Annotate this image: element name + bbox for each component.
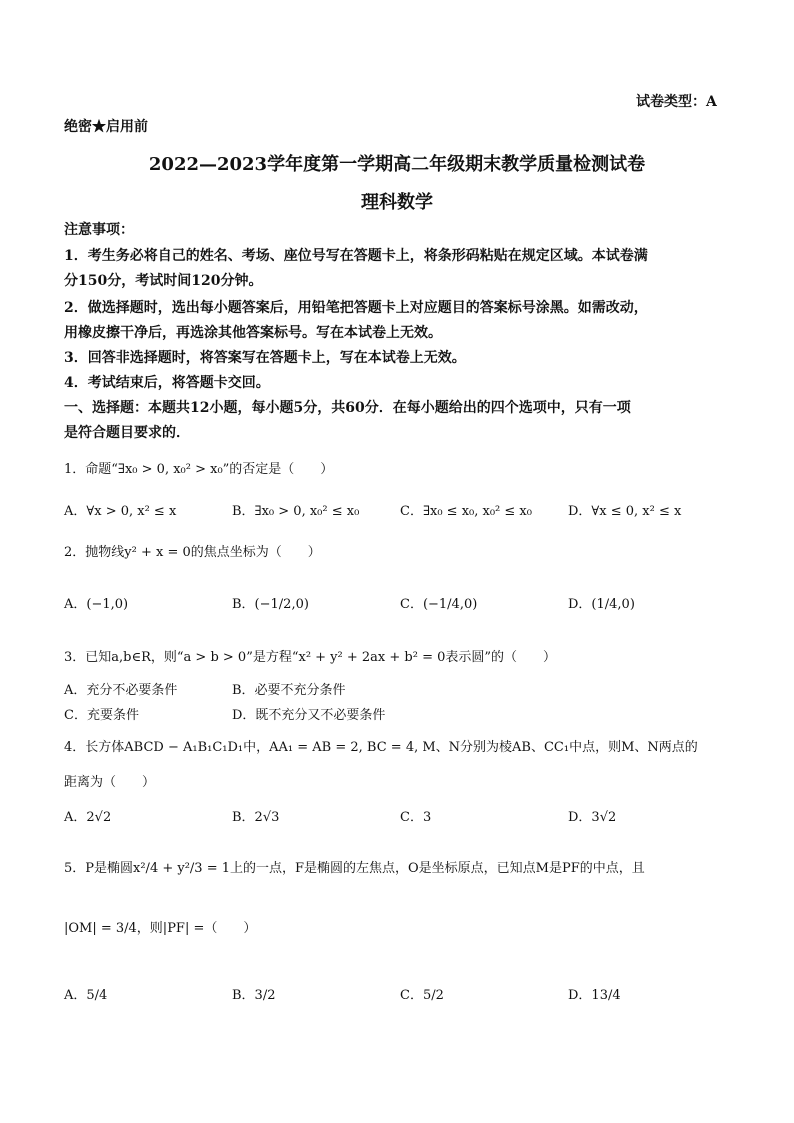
secret-label: 绝密★启用前 xyxy=(64,119,148,135)
question-3-stem: 3．已知a,b∈R，则“a > b > 0”是方程“x² + y² + 2ax + b² = 0表示圆”的（ ） xyxy=(64,650,557,665)
question-4-stem-line-2: 距离为（ ） xyxy=(64,775,156,790)
section-heading-line-2: 是符合题目要求的． xyxy=(64,425,190,441)
question-5-option-b: B．3/2 xyxy=(232,988,276,1003)
question-5-option-d: D．13/4 xyxy=(568,988,621,1003)
question-1-option-d: D．∀x ≤ 0, x² ≤ x xyxy=(568,504,682,519)
question-5-stem-line-2: |OM| = 3/4，则|PF| =（ ） xyxy=(64,921,257,936)
notice-line-2: 分150分，考试时间120分钟。 xyxy=(64,273,263,289)
question-5-stem-line-1: 5．P是椭圆x²/4 + y²/3 = 1上的一点，F是椭圆的左焦点，O是坐标原点，已知点M是PF的中点，且 xyxy=(64,861,645,876)
question-2-stem: 2．抛物线y² + x = 0的焦点坐标为（ ） xyxy=(64,545,321,560)
notice-line-3: 2．做选择题时，选出每小题答案后，用铅笔把答题卡上对应题目的答案标号涂黑。如需改动， xyxy=(64,300,648,316)
notice-line-5: 3．回答非选择题时，将答案写在答题卡上，写在本试卷上无效。 xyxy=(64,350,466,366)
question-3-option-c: C．充要条件 xyxy=(64,708,139,723)
question-2-option-d: D．(1/4,0) xyxy=(568,597,635,612)
exam-subtitle: 理科数学 xyxy=(361,192,433,213)
question-1-option-a: A．∀x > 0, x² ≤ x xyxy=(64,504,177,519)
question-3-option-a: A．充分不必要条件 xyxy=(64,683,178,698)
question-3-option-b: B．必要不充分条件 xyxy=(232,683,346,698)
paper-type-label: 试卷类型：A xyxy=(636,94,717,110)
question-4-stem-line-1: 4．长方体ABCD − A₁B₁C₁D₁中，AA₁ = AB = 2, BC = 4, M、N分别为棱AB、CC₁中点，则M、N两点的 xyxy=(64,740,698,755)
section-heading-line-1: 一、选择题：本题共12小题，每小题5分，共60分．在每小题给出的四个选项中，只有一项 xyxy=(64,400,631,416)
question-2-option-b: B．(−1/2,0) xyxy=(232,597,309,612)
exam-title: 2022—2023学年度第一学期高二年级期末教学质量检测试卷 xyxy=(148,154,646,175)
question-4-option-a: A．2√2 xyxy=(64,810,112,825)
question-5-option-c: C．5/2 xyxy=(400,988,444,1003)
question-1-stem: 1．命题“∃x₀ > 0, x₀² > x₀”的否定是（ ） xyxy=(64,462,334,477)
question-1-option-c: C．∃x₀ ≤ x₀, x₀² ≤ x₀ xyxy=(400,504,532,519)
notice-line-1: 1．考生务必将自己的姓名、考场、座位号写在答题卡上，将条形码粘贴在规定区域。本试卷满 xyxy=(64,248,648,264)
question-4-option-c: C．3 xyxy=(400,810,432,825)
question-4-option-b: B．2√3 xyxy=(232,810,280,825)
notice-line-6: 4．考试结束后，将答题卡交回。 xyxy=(64,375,270,391)
question-5-option-a: A．5/4 xyxy=(64,988,108,1003)
question-1-option-b: B．∃x₀ > 0, x₀² ≤ x₀ xyxy=(232,504,360,519)
notice-line-4: 用橡皮擦干净后，再选涂其他答案标号。写在本试卷上无效。 xyxy=(64,325,442,341)
question-2-option-c: C．(−1/4,0) xyxy=(400,597,478,612)
question-4-option-d: D．3√2 xyxy=(568,810,617,825)
question-3-option-d: D．既不充分又不必要条件 xyxy=(232,708,386,723)
question-2-option-a: A．(−1,0) xyxy=(64,597,129,612)
notice-heading: 注意事项： xyxy=(64,222,134,238)
